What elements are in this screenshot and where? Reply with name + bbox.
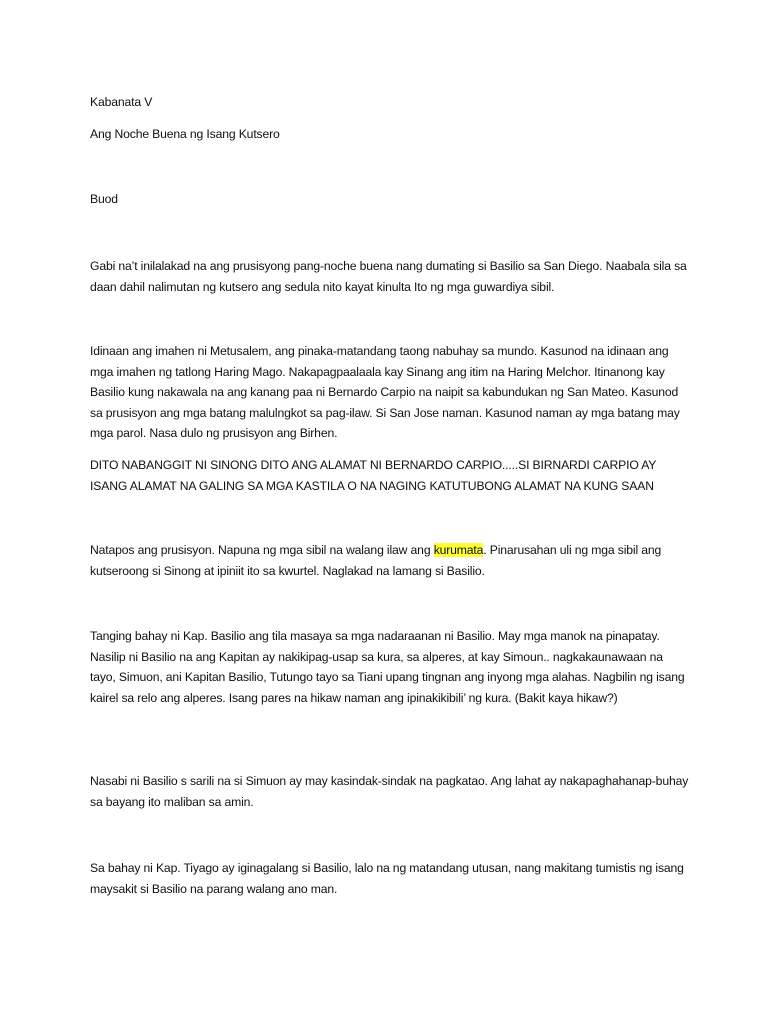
paragraph-2: Idinaan ang imahen ni Metusalem, ang pinaka-matandang taong nabuhay sa mundo. Kasunod na idinaan ang mga imahen ng tatlong Haring Mago. Nakapagpaalaala kay Sinang ang itim na Haring Melchor. Itinanong kay Basilio kung nakawala na ang kanang paa ni Bernardo Carpio na naipit sa kabundukan ng San Mateo. Kasunod sa prusisyon ang mga batang malulngkot sa pag-ilaw. Si San Jose naman. Kasunod naman ay mga batang may mga parol. Nasa dulo ng prusisyon ang Birhen. (90, 344, 680, 441)
chapter-title: Ang Noche Buena ng Isang Kutsero (90, 127, 280, 141)
paragraph-7: Sa bahay ni Kap. Tiyago ay iginagalang si Basilio, lalo na ng matandang utusan, nang makitang tumistis ng isang maysakit si Basilio na parang walang ano man. (90, 861, 684, 896)
section-heading: Buod (90, 192, 118, 206)
paragraph-4-text-end: . Pinarusahan uli ng mga sibil ang kutseroong si Sinong at ipiniit ito sa kwurtel. Naglakad na lamang si Basilio. (90, 543, 662, 578)
paragraph-6: Nasabi ni Basilio s sarili na si Simuon ay may kasindak-sindak na pagkatao. Ang lahat ay nakapaghahanap-buhay sa bayang ito maliban sa amin. (90, 774, 689, 809)
highlighted-word: kurumata (433, 543, 484, 557)
paragraph-1: Gabi na’t inilalakad na ang prusisyong pang-noche buena nang dumating si Basilio sa San Diego. Naabala sila sa daan dahil nalimutan ng kutsero ang sedula nito kayat kinulta Ito ng mga guwardiya sibil. (90, 259, 687, 294)
paragraph-5: Tanging bahay ni Kap. Basilio ang tila masaya sa mga nadaraanan ni Basilio. May mga manok na pinapatay. Nasilip ni Basilio na ang Kapitan ay nakikipag-usap sa kura, sa alperes, at kay Simoun.. nagkakaunawaan na tayo, Simuon, ani Kapitan Basilio, Tutungo tayo sa Tiani upang tingnan ang inyong mga alahas. Nagbilin ng isang kairel sa relo ang alperes. Isang pares na hikaw naman ang ipinakikibili’ ng kura. (Bakit kaya hikaw?) (90, 629, 685, 705)
paragraph-4-text-start: Natapos ang prusisyon. Napuna ng mga sibil na walang ilaw ang (90, 543, 434, 557)
paragraph-3: DITO NABANGGIT NI SINONG DITO ANG ALAMAT NI BERNARDO CARPIO.....SI BIRNARDI CARPIO AY ISANG ALAMAT NA GALING SA MGA KASTILA O NA NAGING KATUTUBONG ALAMAT NA KUNG SAAN (90, 458, 657, 493)
chapter-heading: Kabanata V (90, 95, 153, 109)
paragraph-4 (90, 540, 690, 581)
